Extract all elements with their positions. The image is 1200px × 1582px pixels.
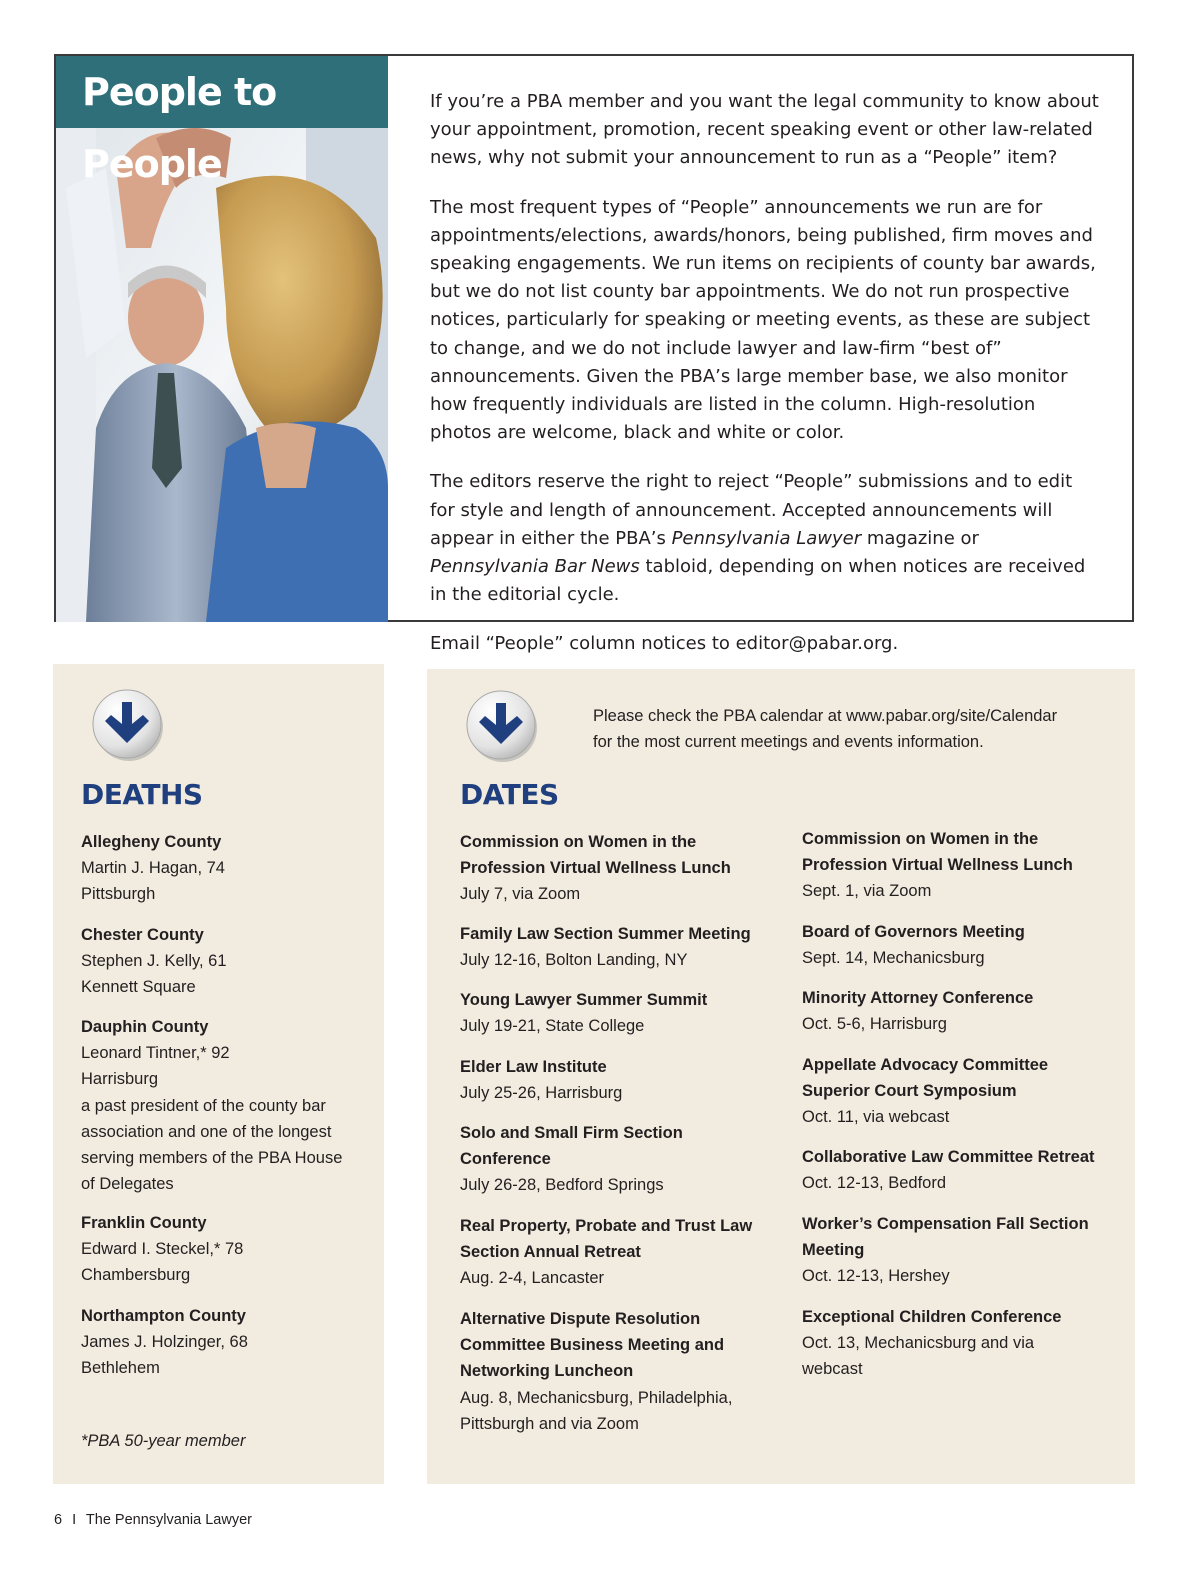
death-county: Chester County (81, 926, 204, 944)
event-name: Profession Virtual Wellness Lunch (460, 859, 731, 878)
pennsylvania-bar-news-title: Pennsylvania Bar News (430, 556, 640, 578)
people-p3-text-c: tabloid, depending on when notices are received in the editorial cycle. (430, 556, 1086, 606)
down-arrow-icon (465, 689, 539, 763)
event-when: Oct. 11, via webcast (802, 1108, 950, 1127)
death-county: Dauphin County (81, 1018, 209, 1036)
death-detail: Martin J. Hagan, 74 (81, 859, 225, 878)
deaths-panel (53, 664, 384, 1484)
event-entry (460, 829, 731, 908)
dates-title: DATES (460, 778, 559, 811)
event-name: Meeting (802, 1241, 865, 1260)
death-detail: Chambersburg (81, 1266, 191, 1285)
event-entry (460, 1306, 732, 1437)
death-detail: of Delegates (81, 1175, 174, 1194)
event-when: Pittsburgh and via Zoom (460, 1414, 639, 1433)
event-name: Profession Virtual Wellness Lunch (802, 856, 1073, 875)
people-title: People to People (56, 56, 388, 128)
death-detail: James J. Holzinger, 68 (81, 1333, 248, 1352)
event-name: Exceptional Children Conference (802, 1308, 1062, 1326)
event-name: Appellate Advocacy Committee (802, 1056, 1049, 1074)
event-entry (460, 987, 707, 1039)
death-detail: Stephen J. Kelly, 61 (81, 952, 227, 971)
death-detail: Pittsburgh (81, 885, 156, 904)
death-entry (81, 1210, 243, 1289)
death-detail: Harrisburg (81, 1070, 159, 1089)
death-entry (81, 1303, 248, 1382)
event-when: July 25-26, Harrisburg (460, 1084, 623, 1103)
people-paragraph-2: The most frequent types of “People” announcements we run are for appointments/elections, awards/honors, being published, firm moves and speaking engagements. We run items on recipients of county bar awards, but we do not list county bar appointments. We do not run prospective notices, particularly for speaking or meeting events, as these are subject to change, and we do not include lawyer and law-firm “best of” announcements. Given the PBA’s large member base, we also monitor how frequently individuals are listed in the column. High-resolution photos are welcome, black and white or color. (430, 196, 1096, 444)
people-paragraph-1: If you’re a PBA member and you want the legal community to know about your appointment, promotion, recent speaking event or other law-related news, why not submit your announcement to run as a “People” item? (430, 91, 1099, 169)
event-entry (802, 985, 1033, 1037)
event-name: Alternative Dispute Resolution (460, 1310, 701, 1328)
event-entry (802, 919, 1025, 971)
event-when: July 12-16, Bolton Landing, NY (460, 951, 688, 970)
calendar-note-line-2: for the most current meetings and events information. (593, 733, 984, 751)
event-when: Sept. 14, Mechanicsburg (802, 949, 985, 968)
death-county: Franklin County (81, 1214, 207, 1232)
event-name: Real Property, Probate and Trust Law (460, 1217, 753, 1235)
event-when: July 7, via Zoom (460, 885, 581, 904)
people-photo-illustration (56, 128, 388, 622)
calendar-note (593, 703, 1057, 755)
people-p3-text-b: magazine or (861, 527, 979, 549)
event-name: Family Law Section Summer Meeting (460, 925, 751, 943)
death-detail: Kennett Square (81, 978, 196, 997)
event-name: Young Lawyer Summer Summit (460, 991, 708, 1009)
event-name: Worker’s Compensation Fall Section (802, 1215, 1089, 1233)
event-when: Oct. 12-13, Hershey (802, 1267, 950, 1286)
deaths-footnote: *PBA 50-year member (81, 1432, 246, 1450)
death-detail: Edward I. Steckel,* 78 (81, 1240, 244, 1259)
event-name: Minority Attorney Conference (802, 989, 1034, 1007)
event-name: Solo and Small Firm Section (460, 1124, 683, 1142)
death-entry (81, 1014, 342, 1197)
event-entry (802, 1052, 1048, 1131)
event-entry (460, 1120, 683, 1199)
death-entry (81, 922, 227, 1001)
event-entry (802, 1304, 1061, 1383)
footer-separator: I (72, 1512, 77, 1528)
death-detail: serving members of the PBA House (81, 1149, 343, 1168)
event-when: Oct. 12-13, Bedford (802, 1174, 946, 1193)
death-detail: a past president of the county bar (81, 1096, 326, 1115)
event-name: Committee Business Meeting and (460, 1336, 725, 1355)
people-to-people-box (54, 54, 1134, 655)
event-name: Collaborative Law Committee Retreat (802, 1148, 1095, 1166)
event-name: Conference (460, 1150, 551, 1169)
event-name: Commission on Women in the (460, 833, 697, 851)
event-entry (802, 826, 1073, 905)
calendar-note-line-1: Please check the PBA calendar at www.pabar.org/site/Calendar (593, 707, 1058, 725)
event-name: Elder Law Institute (460, 1058, 607, 1076)
event-when: Aug. 2-4, Lancaster (460, 1269, 605, 1288)
death-detail: Bethlehem (81, 1359, 160, 1378)
people-p3-text-a: The editors reserve the right to reject “People” submissions and to edit for style and length of announcement. Accepted announcements will appear in either the PBA’s (430, 471, 1073, 549)
event-when: Oct. 5-6, Harrisburg (802, 1015, 947, 1034)
death-detail: association and one of the longest (81, 1122, 332, 1141)
people-email-line: Email “People” column notices to editor@pabar.org. (430, 633, 899, 655)
event-when: Sept. 1, via Zoom (802, 882, 932, 901)
event-when: July 19-21, State College (460, 1017, 645, 1036)
page-number: 6 (54, 1512, 63, 1528)
pennsylvania-lawyer-title: Pennsylvania Lawyer (671, 527, 862, 549)
page-footer (54, 1512, 252, 1528)
event-when: Oct. 13, Mechanicsburg and via (802, 1334, 1035, 1353)
event-when: Aug. 8, Mechanicsburg, Philadelphia, (460, 1388, 733, 1407)
dates-panel (427, 669, 1135, 1484)
death-county: Allegheny County (81, 833, 222, 851)
event-name: Board of Governors Meeting (802, 923, 1025, 941)
down-arrow-icon (91, 688, 165, 762)
death-detail: Leonard Tintner,* 92 (81, 1044, 230, 1063)
death-entry (81, 829, 225, 908)
event-name: Networking Luncheon (460, 1362, 634, 1381)
publication-name: The Pennsylvania Lawyer (85, 1512, 252, 1528)
people-paragraph-3 (430, 468, 1102, 609)
event-entry (460, 1213, 752, 1292)
death-county: Northampton County (81, 1307, 246, 1325)
people-photo (56, 56, 388, 622)
event-entry (802, 1211, 1089, 1290)
event-name: Section Annual Retreat (460, 1243, 641, 1262)
event-when: webcast (802, 1360, 863, 1379)
people-body (430, 88, 1102, 680)
event-entry (460, 921, 751, 973)
event-name: Commission on Women in the (802, 830, 1039, 848)
event-entry (460, 1054, 622, 1106)
event-name: Superior Court Symposium (802, 1082, 1017, 1101)
event-entry (802, 1144, 1095, 1196)
event-when: July 26-28, Bedford Springs (460, 1176, 664, 1195)
deaths-title: DEATHS (81, 778, 203, 811)
